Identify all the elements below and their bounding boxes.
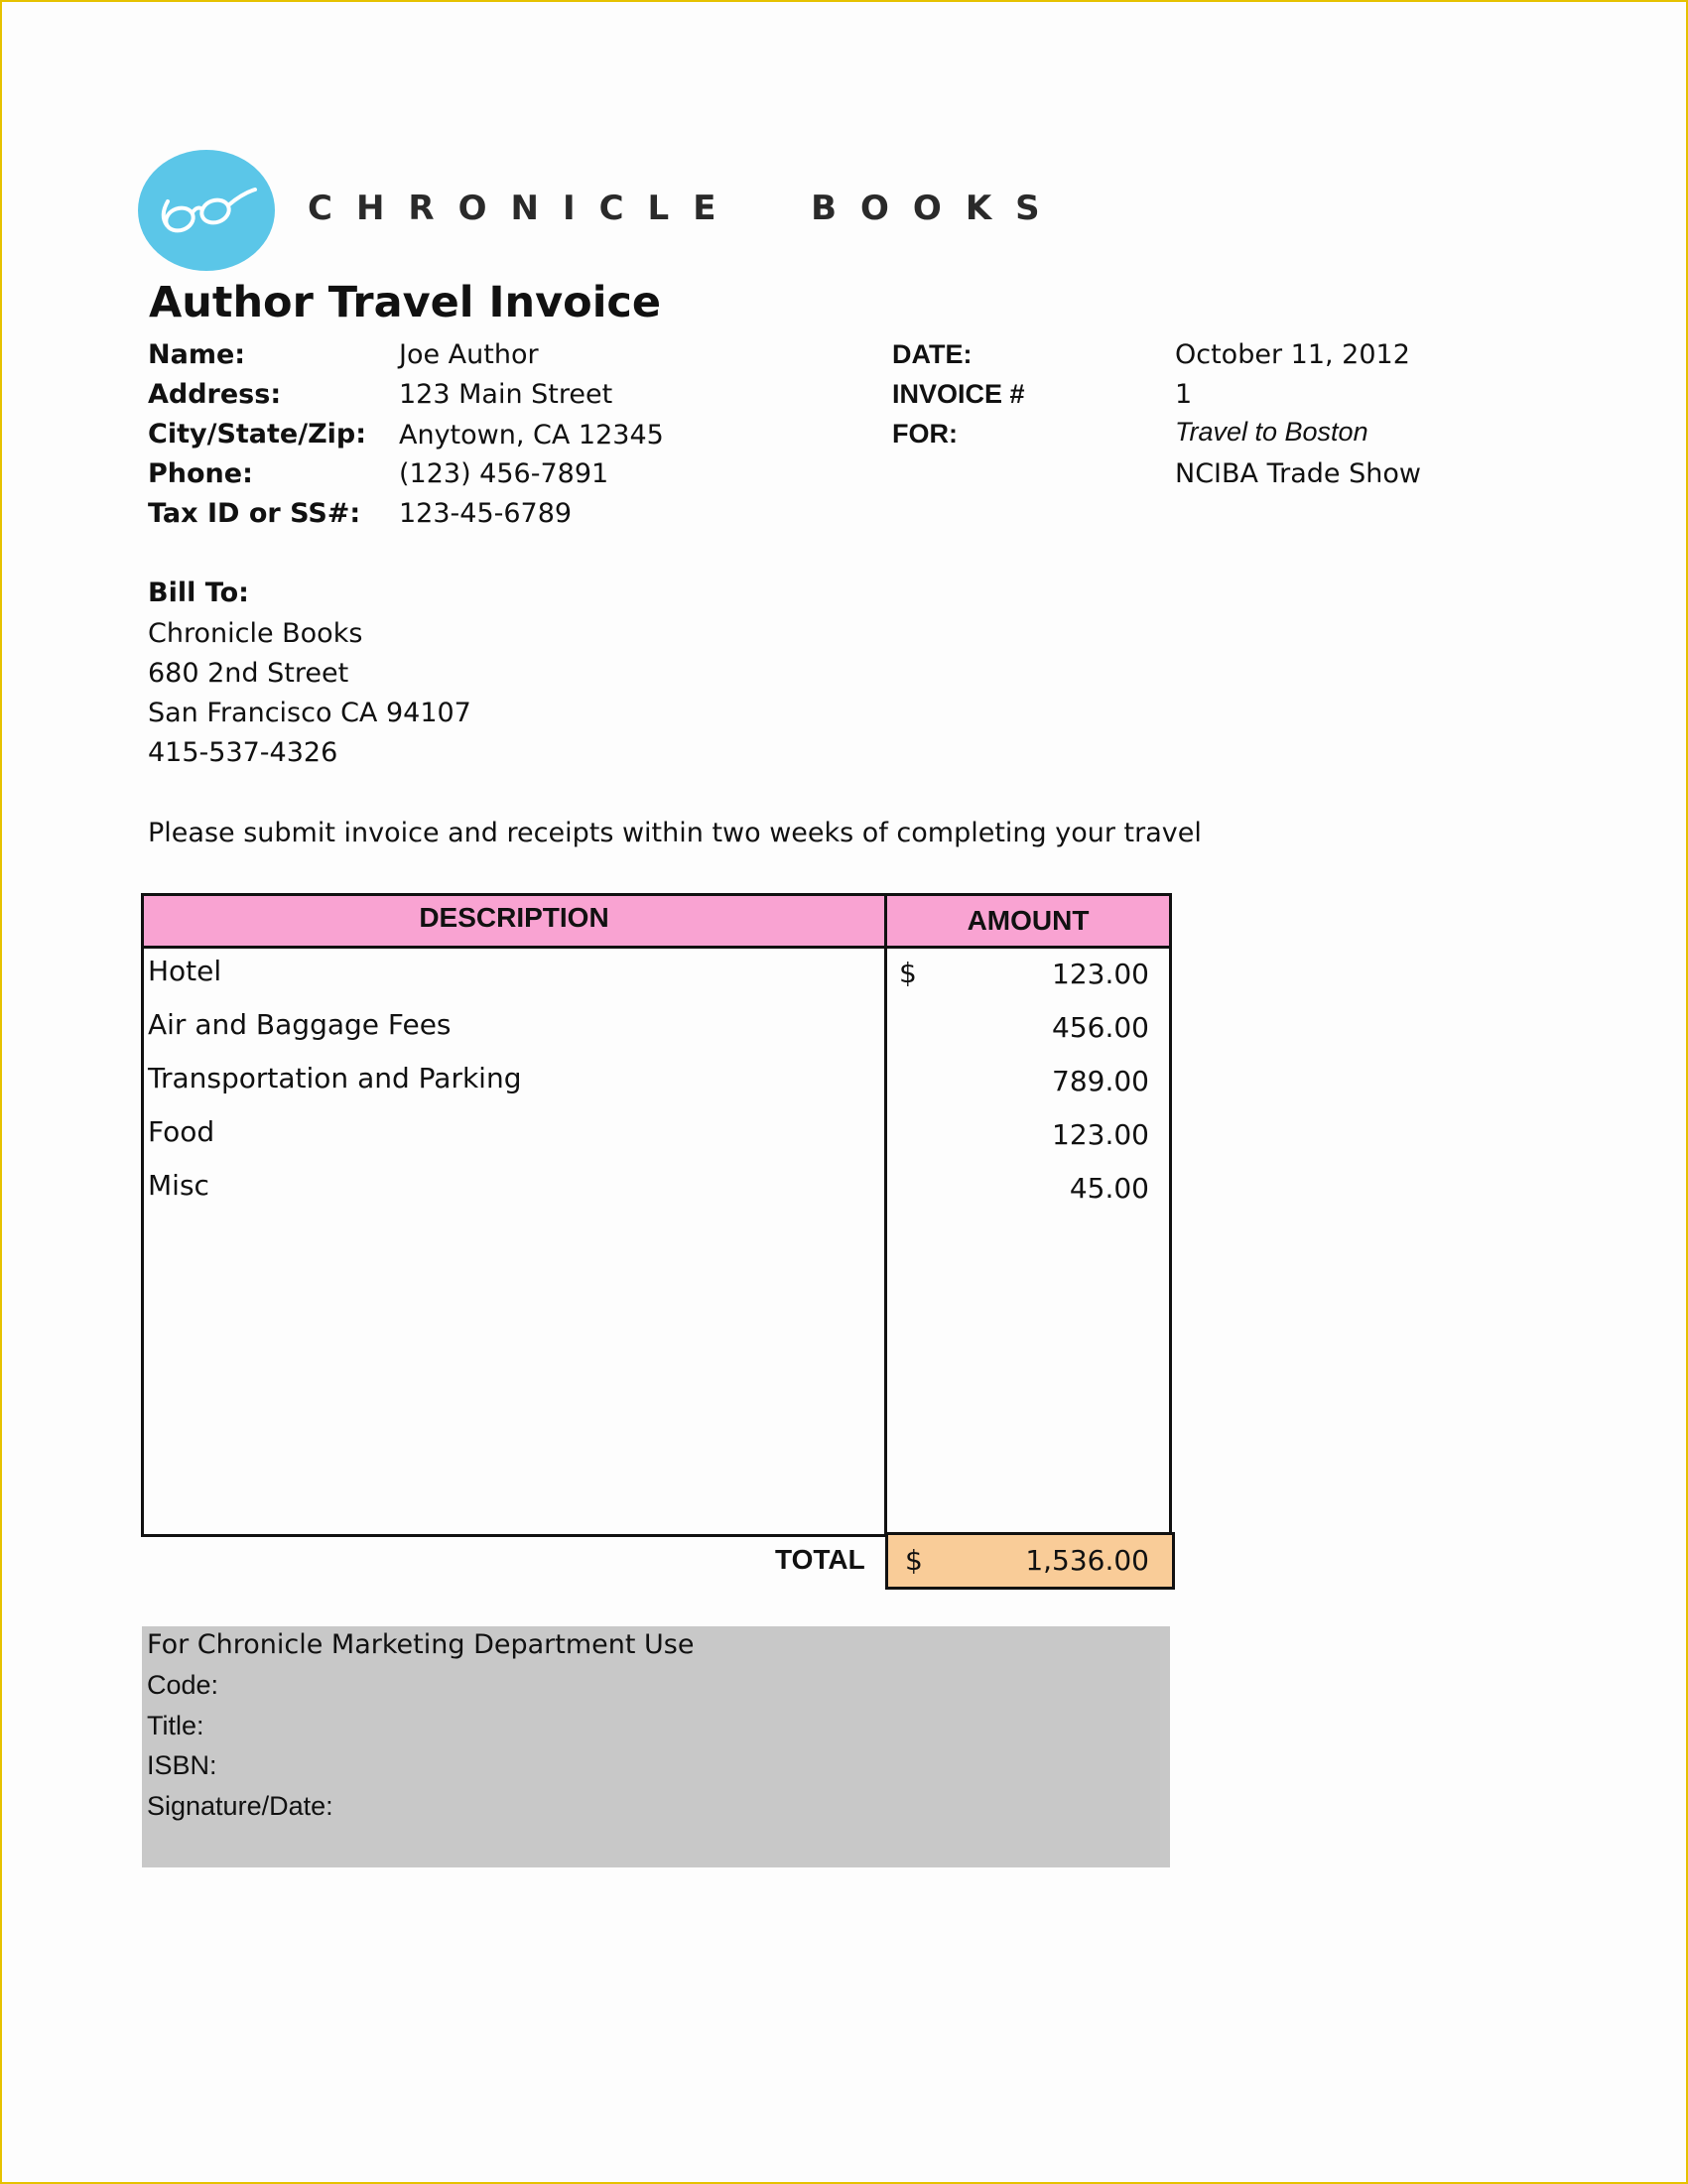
description-header: DESCRIPTION (419, 902, 609, 933)
eyeglasses-icon (138, 150, 275, 271)
title-label: Title: (147, 1711, 204, 1740)
date-value: October 11, 2012 (1175, 339, 1410, 370)
invoice-number-value: 1 (1175, 379, 1193, 410)
city-label: City/State/Zip: (148, 419, 367, 450)
bill-to-line: San Francisco CA 94107 (148, 698, 471, 728)
tax-label: Tax ID or SS#: (148, 498, 361, 529)
address-value: 123 Main Street (399, 379, 613, 410)
brand-name: CHRONICLE BOOKS (308, 189, 1064, 228)
item-description: Transportation and Parking (148, 1062, 522, 1094)
bill-to-line: 680 2nd Street (148, 658, 349, 689)
isbn-label: ISBN: (147, 1750, 217, 1780)
header-divider (141, 946, 1172, 949)
item-description: Food (148, 1115, 215, 1148)
item-amount: 789.00 (1052, 1065, 1149, 1097)
logo (138, 150, 275, 271)
total-value: 1,536.00 (1025, 1544, 1149, 1577)
page-title: Author Travel Invoice (149, 278, 662, 327)
for-label: FOR: (892, 419, 958, 449)
item-amount: 123.00 (1052, 1118, 1149, 1151)
marketing-section (142, 1626, 1170, 1867)
item-description: Hotel (148, 955, 222, 987)
item-amount: 123.00 (1052, 958, 1149, 990)
phone-value: (123) 456-7891 (399, 458, 609, 489)
bill-to-label: Bill To: (148, 578, 249, 608)
currency-symbol: $ (899, 957, 917, 989)
table-frame (141, 893, 1172, 1537)
signature-date-label: Signature/Date: (147, 1791, 333, 1821)
name-label: Name: (148, 339, 246, 370)
item-description: Misc (148, 1169, 209, 1202)
item-amount: 45.00 (1069, 1172, 1149, 1205)
item-amount: 456.00 (1052, 1011, 1149, 1044)
phone-label: Phone: (148, 458, 253, 489)
address-label: Address: (148, 379, 282, 410)
amount-header: AMOUNT (967, 905, 1090, 936)
item-description: Air and Baggage Fees (148, 1008, 452, 1041)
name-value: Joe Author (399, 339, 539, 370)
date-label: DATE: (892, 339, 973, 369)
total-label: TOTAL (775, 1544, 865, 1575)
submission-note: Please submit invoice and receipts within two weeks of completing your travel (148, 818, 1202, 848)
total-currency: $ (905, 1544, 923, 1577)
marketing-heading: For Chronicle Marketing Department Use (147, 1629, 695, 1660)
tax-value: 123-45-6789 (399, 498, 573, 529)
column-divider (884, 893, 887, 1534)
for-line-1: Travel to Boston (1175, 417, 1368, 447)
code-label: Code: (147, 1670, 219, 1700)
bill-to-line: 415-537-4326 (148, 737, 338, 768)
city-value: Anytown, CA 12345 (399, 420, 664, 450)
invoice-number-label: INVOICE # (892, 379, 1025, 409)
bill-to-line: Chronicle Books (148, 618, 363, 649)
for-line-2: NCIBA Trade Show (1175, 458, 1421, 489)
